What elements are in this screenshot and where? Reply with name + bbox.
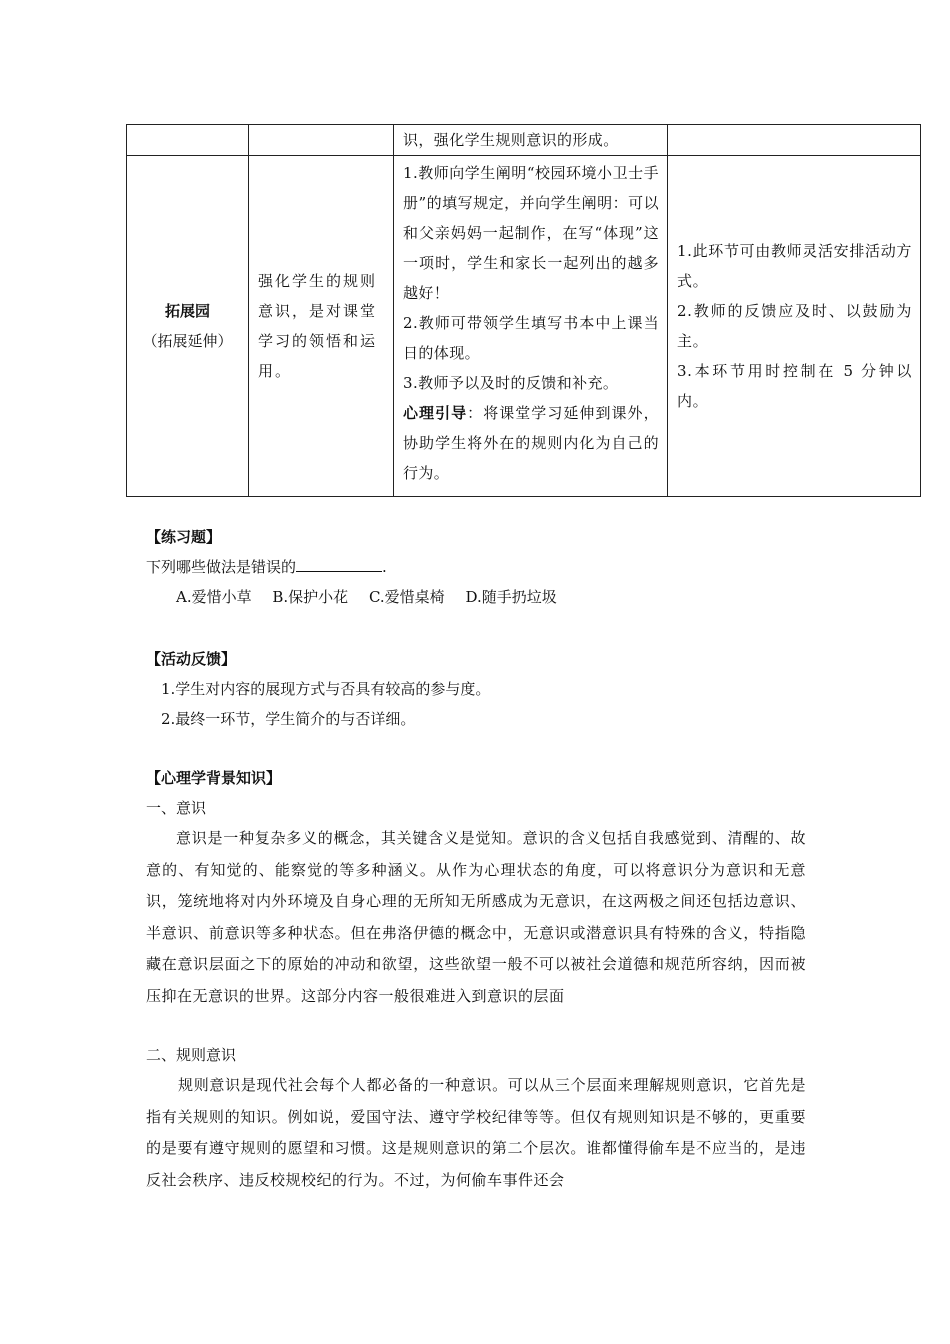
option-b: B.保护小花 (272, 588, 349, 606)
feedback-section (146, 644, 490, 734)
option-a: A.爱惜小草 (176, 588, 252, 606)
consciousness-paragraph: 意识是一种复杂多义的概念，其关键含义是觉知。意识的含义包括自我感觉到、清醒的、故意的、有知觉的、能察觉的等多种涵义。从作为心理状态的角度，可以将意识分为意识和无意识，笼统地将对内外环境及自身心理的无所知无所感成为无意识，在这两极之间还包括边意识、半意识、前意识等多种状态。但在弗洛伊德的概念中，无意识或潜意识具有特殊的含义，特指隐藏在意识层面之下的原始的冲动和欲望，这些欲望一般不可以被社会道德和规范所容纳，因而被压抑在无意识的世界。这部分内容一般很难进入到意识的层面 (146, 829, 806, 1005)
feedback-item: 2.最终一环节，学生简介的与否详细。 (161, 710, 416, 728)
stage-subtitle: （拓展延伸） (142, 332, 233, 350)
answer-blank (296, 553, 382, 572)
goal-text: 强化学生的规则意识，是对课堂学习的领悟和运用。 (258, 272, 378, 380)
option-c: C.爱惜桌椅 (368, 588, 445, 606)
exercise-section (146, 522, 573, 612)
feedback-item: 1.学生对内容的展现方式与否具有较高的参与度。 (161, 680, 491, 698)
lesson-plan-table (126, 124, 921, 497)
guide-paragraph (403, 398, 659, 488)
guide-text: ：将课堂学习延伸到课外，协助学生将外在的规则内化为自己的行为。 (403, 404, 659, 482)
activity-cell (394, 156, 668, 497)
notes-item: 1.此环节可由教师灵活安排活动方式。 (677, 242, 912, 290)
table-cell (249, 125, 394, 156)
rules-paragraph: 规则意识是现代社会每个人都必备的一种意识。可以从三个层面来理解规则意识，它首先是指有关规则的知识。例如说，爱国守法、遵守学校纪律等等。但仅有规则知识是不够的，更重要的是要有遵守规则的愿望和习惯。这是规则意识的第二个层次。谁都懂得偷车是不应当的，是违反社会秩序、违反校规校纪的行为。不过，为何偷车事件还会 (146, 1076, 806, 1189)
section-title-consciousness: 一、意识 (146, 799, 207, 817)
background-section (146, 763, 806, 1012)
exercise-options (146, 582, 573, 612)
activity-item: 3.教师予以及时的反馈和补充。 (403, 374, 619, 392)
guide-label: 心理引导 (403, 404, 468, 422)
notes-item: 2.教师的反馈应及时、以鼓励为主。 (677, 302, 912, 350)
activity-item: 1.教师向学生阐明“校园环境小卫士手册”的填写规定，并向学生阐明：可以和父亲妈妈一起制作，在写“体现”这一项时，学生和家长一起列出的越多越好！ (403, 164, 659, 302)
notes-cell (668, 156, 921, 497)
table-cell (127, 125, 249, 156)
feedback-heading: 【活动反馈】 (146, 650, 237, 668)
stage-title: 拓展园 (164, 302, 210, 320)
activity-item: 2.教师可带领学生填写书本中上课当日的体现。 (403, 314, 659, 362)
notes-item: 3.本环节用时控制在 5 分钟以内。 (677, 362, 912, 410)
table-cell-activity: 识，强化学生规则意识的形成。 (394, 125, 668, 156)
rule-consciousness-section (146, 1040, 806, 1196)
goal-cell (249, 156, 394, 497)
table-row (127, 125, 921, 156)
background-heading: 【心理学背景知识】 (146, 769, 282, 787)
section-title-rules: 二、规则意识 (146, 1046, 237, 1064)
exercise-heading: 【练习题】 (146, 528, 222, 546)
exercise-question: 下列哪些做法是错误的 . (146, 552, 573, 582)
table-cell (668, 125, 921, 156)
stage-cell (127, 156, 249, 497)
option-d: D.随手扔垃圾 (465, 588, 557, 606)
table-row (127, 156, 921, 497)
